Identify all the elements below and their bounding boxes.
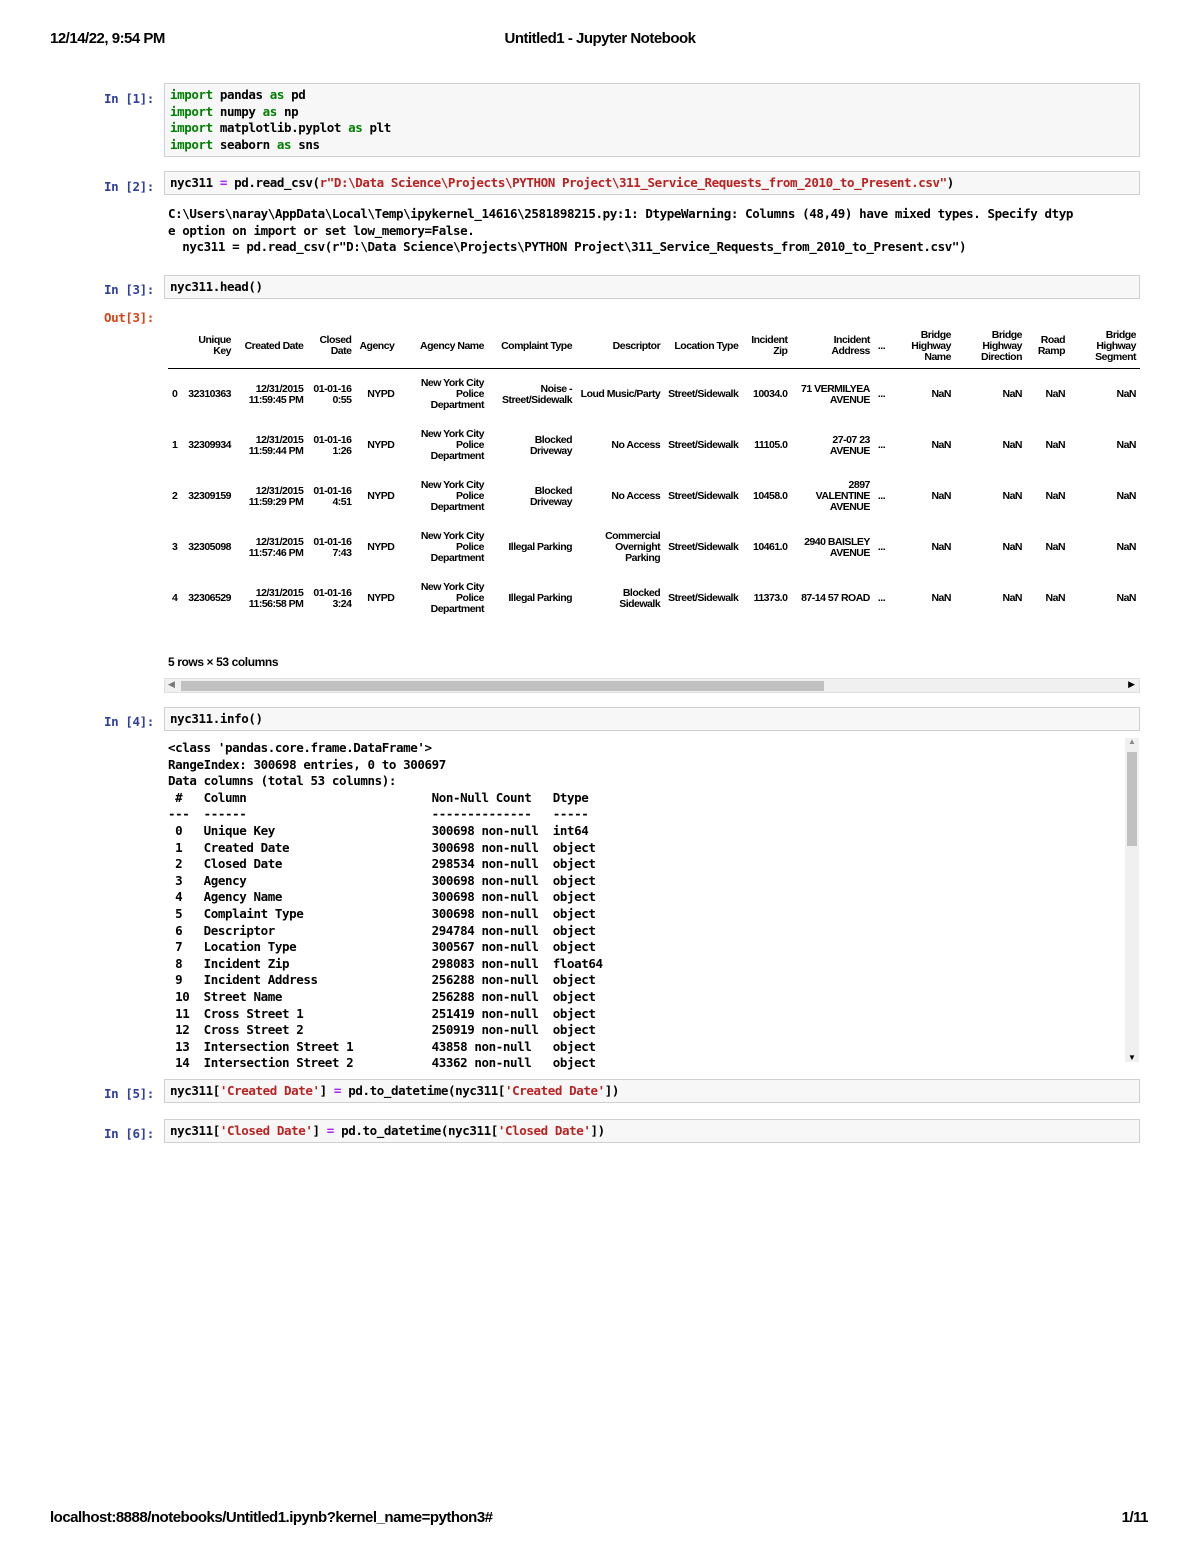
code-token: as	[348, 120, 363, 135]
print-footer-url: localhost:8888/notebooks/Untitled1.ipynb?kernel_name=python3#	[50, 1509, 493, 1526]
table-cell: Loud Music/Party	[580, 388, 661, 400]
table-cell: NaN	[1002, 439, 1023, 451]
code-line	[170, 1083, 1134, 1100]
dataframe-output	[168, 324, 1140, 654]
table-cell: No Access	[611, 490, 661, 502]
code-token: ]	[312, 1123, 327, 1138]
code-token: ])	[590, 1123, 605, 1138]
code-token: import	[170, 136, 213, 152]
code-line	[170, 279, 1134, 296]
print-page-title: Untitled1 - Jupyter Notebook	[504, 30, 696, 47]
code-token: )	[946, 175, 954, 190]
code-token: as	[262, 103, 277, 119]
table-row	[168, 522, 1140, 573]
scroll-up-icon[interactable]: ▲	[1128, 737, 1136, 746]
table-cell: NaN	[1045, 388, 1066, 400]
column-header: Unique Key	[181, 324, 235, 369]
output-line: 0 Unique Key 300698 non-null int64	[168, 822, 603, 838]
table-cell: 01-01-16 4:51	[313, 484, 352, 508]
horizontal-scroll-thumb[interactable]	[181, 681, 824, 691]
stderr-line: C:\Users\naray\AppData\Local\Temp\ipykernel_14616\2581898215.py:1: DtypeWarning: Columns (48,49) have mixed types. Specify dtyp	[168, 206, 1073, 221]
code-token: as	[276, 136, 292, 152]
table-cell: 01-01-16 0:55	[313, 382, 352, 406]
code-token: ]	[319, 1083, 334, 1098]
table-cell: 01-01-16 3:24	[313, 586, 352, 610]
output-line: 8 Incident Zip 298083 non-null float64	[168, 955, 603, 971]
table-cell: New York City Police Department	[420, 377, 484, 411]
code-token: numpy	[212, 103, 263, 119]
table-cell: Commercial Overnight Parking	[605, 530, 661, 564]
table-cell: 11105.0	[754, 439, 788, 451]
cell-6-input[interactable]	[164, 1119, 1140, 1143]
table-cell: NaN	[1116, 490, 1136, 502]
table-cell: 27-07 23 AVENUE	[829, 433, 870, 457]
cell-4-prompt: In [4]:	[104, 714, 154, 729]
table-cell: Street/Sidewalk	[668, 490, 739, 502]
table-cell: 12/31/2015 11:56:58 PM	[248, 586, 304, 610]
output-line: Data columns (total 53 columns):	[168, 773, 397, 789]
code-token: =	[333, 1083, 342, 1098]
output-line: --- ------ -------------- -----	[168, 806, 603, 822]
cell-3-input[interactable]	[164, 275, 1140, 299]
table-cell: NYPD	[367, 592, 395, 604]
table-cell: Street/Sidewalk	[668, 388, 739, 400]
cell-1-input[interactable]	[164, 83, 1140, 157]
output-line: 3 Agency 300698 non-null object	[168, 872, 603, 888]
table-cell: 32310363	[188, 388, 232, 400]
code-token: r"D:\Data Science\Projects\PYTHON Project\311_Service_Requests_from_2010_to_Present.csv"	[319, 175, 947, 190]
table-cell: 32306529	[188, 592, 232, 604]
table-cell: NaN	[1002, 592, 1023, 604]
table-cell: 01-01-16 7:43	[313, 535, 352, 559]
table-cell: ...	[877, 439, 886, 451]
table-cell: NYPD	[367, 439, 395, 451]
cell-3-out-prompt: Out[3]:	[104, 310, 154, 325]
print-page-number: 1/11	[1121, 1509, 1148, 1526]
code-line	[170, 711, 1134, 728]
code-token: nyc311	[170, 175, 220, 190]
column-header: Bridge Highway Segment	[1069, 324, 1140, 369]
column-header: Road Ramp	[1026, 324, 1069, 369]
table-cell: 12/31/2015 11:59:44 PM	[248, 433, 304, 457]
table-cell: NaN	[931, 388, 951, 400]
vertical-scrollbar[interactable]	[1125, 738, 1139, 1062]
column-header: Incident Address	[791, 324, 873, 369]
cell-5-prompt: In [5]:	[104, 1086, 154, 1101]
column-header: Agency	[355, 324, 398, 369]
table-cell: 71 VERMILYEA AVENUE	[800, 382, 870, 406]
dataframe-header-row	[168, 324, 1140, 369]
table-cell: Illegal Parking	[508, 592, 573, 604]
code-token: 'Closed Date'	[219, 1123, 313, 1138]
code-token: import	[170, 87, 213, 102]
table-cell: Street/Sidewalk	[668, 541, 739, 553]
cell-2-input[interactable]	[164, 171, 1140, 195]
row-index: 1	[172, 439, 178, 451]
table-cell: Noise - Street/Sidewalk	[501, 382, 573, 406]
table-cell: NaN	[1045, 541, 1066, 553]
table-cell: 12/31/2015 11:59:45 PM	[248, 382, 304, 406]
table-cell: NaN	[1045, 592, 1066, 604]
table-cell: No Access	[611, 439, 661, 451]
table-cell: NaN	[931, 490, 951, 502]
code-token: plt	[362, 120, 391, 135]
table-cell: NYPD	[367, 541, 395, 553]
info-output	[168, 740, 1120, 1071]
table-cell: 12/31/2015 11:59:29 PM	[248, 484, 304, 508]
table-cell: New York City Police Department	[420, 581, 484, 615]
horizontal-scrollbar[interactable]	[164, 678, 1140, 693]
table-cell: NaN	[1045, 439, 1066, 451]
output-line: # Column Non-Null Count Dtype	[168, 789, 603, 805]
output-line: 2 Closed Date 298534 non-null object	[168, 856, 603, 872]
code-token: pd.to_datetime(nyc311[	[333, 1123, 498, 1138]
table-cell: 01-01-16 1:26	[313, 433, 352, 457]
table-cell: NaN	[931, 541, 951, 553]
dataframe-body	[168, 369, 1140, 625]
table-cell: 87-14 57 ROAD	[801, 592, 870, 604]
cell-2-prompt: In [2]:	[104, 179, 154, 194]
output-line: RangeIndex: 300698 entries, 0 to 300697	[168, 756, 446, 772]
code-token: pandas	[212, 87, 270, 102]
column-header: ...	[874, 324, 889, 369]
table-cell: New York City Police Department	[420, 479, 484, 513]
table-cell: ...	[877, 541, 886, 553]
table-cell: 11373.0	[753, 592, 788, 604]
column-header: Created Date	[235, 324, 307, 369]
code-token: pd.to_datetime(nyc311[	[341, 1083, 505, 1098]
code-token: ])	[604, 1083, 619, 1098]
table-row	[168, 471, 1140, 522]
table-cell: NaN	[1045, 490, 1066, 502]
code-token: =	[219, 175, 228, 190]
column-header: Agency Name	[398, 324, 488, 369]
code-token: nyc311[	[170, 1123, 220, 1138]
table-cell: ...	[877, 490, 886, 502]
table-cell: NaN	[1002, 541, 1023, 553]
code-line	[170, 87, 1134, 104]
print-datetime: 12/14/22, 9:54 PM	[50, 30, 165, 47]
output-line: 11 Cross Street 1 251419 non-null object	[168, 1005, 603, 1021]
table-cell: NaN	[1002, 388, 1023, 400]
scroll-down-icon[interactable]: ▼	[1128, 1053, 1136, 1062]
code-token: sns	[291, 136, 320, 152]
code-token: pd.read_csv(	[227, 175, 320, 190]
row-index: 0	[172, 388, 178, 400]
code-token: seaborn	[212, 136, 277, 152]
row-index: 2	[172, 490, 178, 502]
table-cell: 10461.0	[752, 541, 788, 553]
output-line: 7 Location Type 300567 non-null object	[168, 939, 603, 955]
table-cell: Blocked Driveway	[529, 433, 573, 457]
code-token: import	[170, 103, 213, 119]
column-header: Location Type	[664, 324, 742, 369]
output-line: 12 Cross Street 2 250919 non-null object	[168, 1022, 603, 1038]
column-header: Complaint Type	[488, 324, 576, 369]
output-line: 10 Street Name 256288 non-null object	[168, 988, 603, 1004]
cell-6-prompt: In [6]:	[104, 1126, 154, 1141]
code-token: as	[269, 87, 285, 102]
cell-1-prompt: In [1]:	[104, 91, 154, 106]
table-cell: NaN	[1116, 388, 1136, 400]
table-cell: 10458.0	[752, 490, 788, 502]
output-line: 4 Agency Name 300698 non-null object	[168, 889, 603, 905]
table-cell: NaN	[1116, 439, 1136, 451]
column-header: Incident Zip	[742, 324, 791, 369]
cell-4-input[interactable]	[164, 707, 1140, 731]
table-cell: Street/Sidewalk	[668, 439, 739, 451]
output-line: 14 Intersection Street 2 43362 non-null object	[168, 1055, 603, 1071]
column-header: Closed Date	[307, 324, 355, 369]
column-header	[168, 324, 181, 369]
table-cell: 32305098	[188, 541, 232, 553]
table-cell: 2940 BAISLEY AVENUE	[804, 535, 870, 559]
table-row	[168, 420, 1140, 471]
output-line: 1 Created Date 300698 non-null object	[168, 839, 603, 855]
row-index: 3	[172, 541, 178, 553]
cell-5-input[interactable]	[164, 1079, 1140, 1103]
code-token: 'Created Date'	[504, 1083, 605, 1098]
code-token: nyc311[	[170, 1083, 220, 1098]
code-token: pd	[284, 87, 306, 102]
code-line	[170, 175, 1134, 192]
stderr-line: e option on import or set low_memory=False.	[168, 222, 475, 238]
output-line: 9 Incident Address 256288 non-null object	[168, 972, 603, 988]
vertical-scroll-thumb[interactable]	[1127, 752, 1137, 846]
cell-3-prompt: In [3]:	[104, 282, 154, 297]
code-token: import	[170, 120, 213, 135]
code-line	[170, 1123, 1134, 1140]
table-cell: NaN	[1002, 490, 1023, 502]
table-cell: NaN	[931, 592, 951, 604]
code-line	[170, 120, 1134, 137]
code-token: nyc311.info()	[170, 711, 263, 726]
table-cell: Blocked Sidewalk	[619, 586, 661, 610]
row-index: 4	[172, 592, 178, 604]
output-line: <class 'pandas.core.frame.DataFrame'>	[168, 740, 432, 755]
table-cell: 10034.0	[752, 388, 788, 400]
code-token: matplotlib.pyplot	[212, 120, 349, 135]
code-line	[170, 137, 1134, 154]
table-row	[168, 573, 1140, 624]
table-cell: 12/31/2015 11:57:46 PM	[248, 535, 304, 559]
table-cell: 32309934	[188, 439, 232, 451]
table-cell: Illegal Parking	[508, 541, 573, 553]
table-cell: New York City Police Department	[420, 530, 484, 564]
code-token: =	[326, 1123, 334, 1138]
table-cell: ...	[877, 592, 886, 604]
table-cell: 2897 VALENTINE AVENUE	[815, 479, 870, 513]
column-header: Bridge Highway Name	[889, 324, 955, 369]
code-token: 'Closed Date'	[497, 1123, 591, 1138]
code-token: 'Created Date'	[219, 1083, 320, 1098]
dataframe-shape-note: 5 rows × 53 columns	[168, 655, 279, 669]
code-line	[170, 104, 1134, 121]
table-cell: NaN	[1116, 592, 1136, 604]
table-cell: ...	[877, 388, 886, 400]
scroll-right-icon[interactable]: ▶	[1128, 679, 1135, 689]
output-line: 5 Complaint Type 300698 non-null object	[168, 905, 603, 921]
table-cell: NaN	[1116, 541, 1136, 553]
table-row	[168, 369, 1140, 421]
column-header: Descriptor	[576, 324, 664, 369]
scroll-left-icon[interactable]: ◀	[168, 679, 175, 689]
table-cell: Blocked Driveway	[529, 484, 573, 508]
code-token: np	[276, 103, 299, 119]
table-cell: New York City Police Department	[420, 428, 484, 462]
code-token: nyc311.head()	[170, 279, 263, 294]
column-header: Bridge Highway Direction	[955, 324, 1026, 369]
table-cell: NaN	[931, 439, 951, 451]
dataframe-table	[168, 324, 1140, 624]
table-cell: NYPD	[367, 490, 395, 502]
table-cell: NYPD	[367, 388, 395, 400]
table-cell: 32309159	[188, 490, 232, 502]
table-cell: Street/Sidewalk	[668, 592, 739, 604]
output-line: 6 Descriptor 294784 non-null object	[168, 922, 603, 938]
output-line: 13 Intersection Street 1 43858 non-null object	[168, 1038, 603, 1054]
cell-2-stderr-output	[168, 206, 1138, 256]
stderr-line: nyc311 = pd.read_csv(r"D:\Data Science\Projects\PYTHON Project\311_Service_Requests_from_2010_to_Present.csv")	[168, 239, 967, 254]
